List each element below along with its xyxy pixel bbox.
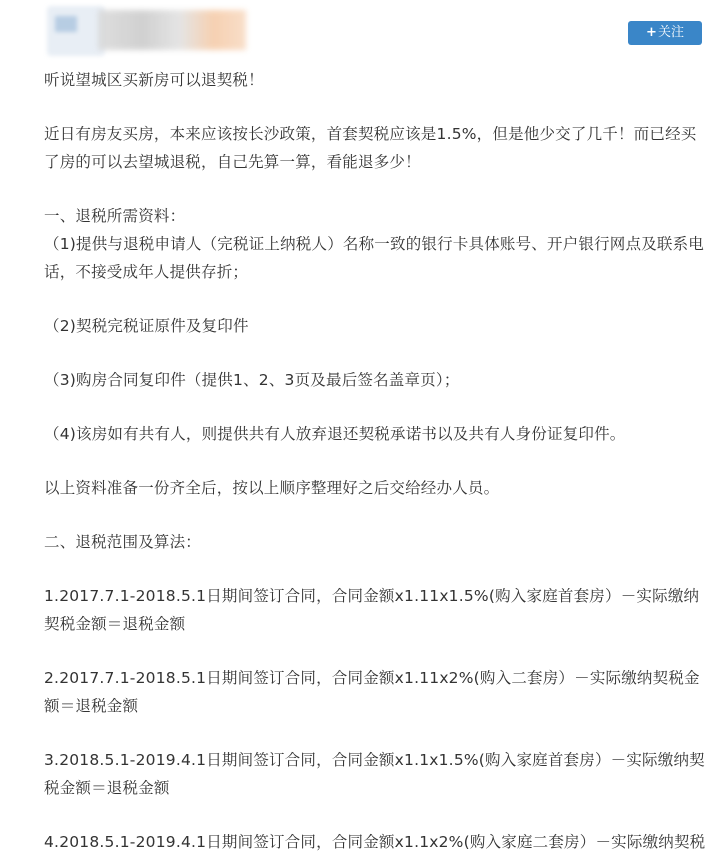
- list-item: （1)提供与退税申请人（完税证上纳税人）名称一致的银行卡具体账号、开户银行网点及联系电话，不接受成年人提供存折；: [44, 235, 705, 281]
- avatar[interactable]: [47, 6, 105, 56]
- list-item: （2)契税完税证原件及复印件: [44, 317, 249, 335]
- rule-item: 2.2017.7.1-2018.5.1日期间签订合同，合同金额x1.11x2%(购入二套房）－实际缴纳契税金额＝退税金额: [44, 669, 700, 715]
- post-intro: 近日有房友买房，本来应该按长沙政策，首套契税应该是1.5%，但是他少交了几千！而已经买了房的可以去望城退税，自己先算一算，看能退多少！: [44, 125, 697, 171]
- rule-item: 3.2018.5.1-2019.4.1日期间签订合同，合同金额x1.1x1.5%(购入家庭首套房）－实际缴纳契税金额＝退税金额: [44, 751, 705, 797]
- note-text: 以上资料准备一份齐全后，按以上顺序整理好之后交给经办人员。: [44, 479, 500, 497]
- rule-item: 4.2018.5.1-2019.4.1日期间签订合同，合同金额x1.1x2%(购入家庭二套房）－实际缴纳契税: [44, 833, 706, 851]
- list-item: （3)购房合同复印件（提供1、2、3页及最后签名盖章页）；: [44, 371, 460, 389]
- post-body: [44, 66, 708, 856]
- section-heading-materials: 一、退税所需资料：: [44, 207, 186, 225]
- plus-icon: +: [646, 25, 657, 40]
- post-title: 听说望城区买新房可以退契税！: [44, 71, 264, 89]
- follow-label: 关注: [657, 25, 684, 40]
- section-heading-scope: 二、退税范围及算法：: [44, 533, 202, 551]
- post-header: [0, 0, 719, 62]
- username-redacted[interactable]: [98, 10, 246, 50]
- follow-button[interactable]: [628, 21, 702, 45]
- list-item: （4)该房如有共有人，则提供共有人放弃退还契税承诺书以及共有人身份证复印件。: [44, 425, 626, 443]
- rule-item: 1.2017.7.1-2018.5.1日期间签订合同，合同金额x1.11x1.5%(购入家庭首套房）－实际缴纳契税金额＝退税金额: [44, 587, 700, 633]
